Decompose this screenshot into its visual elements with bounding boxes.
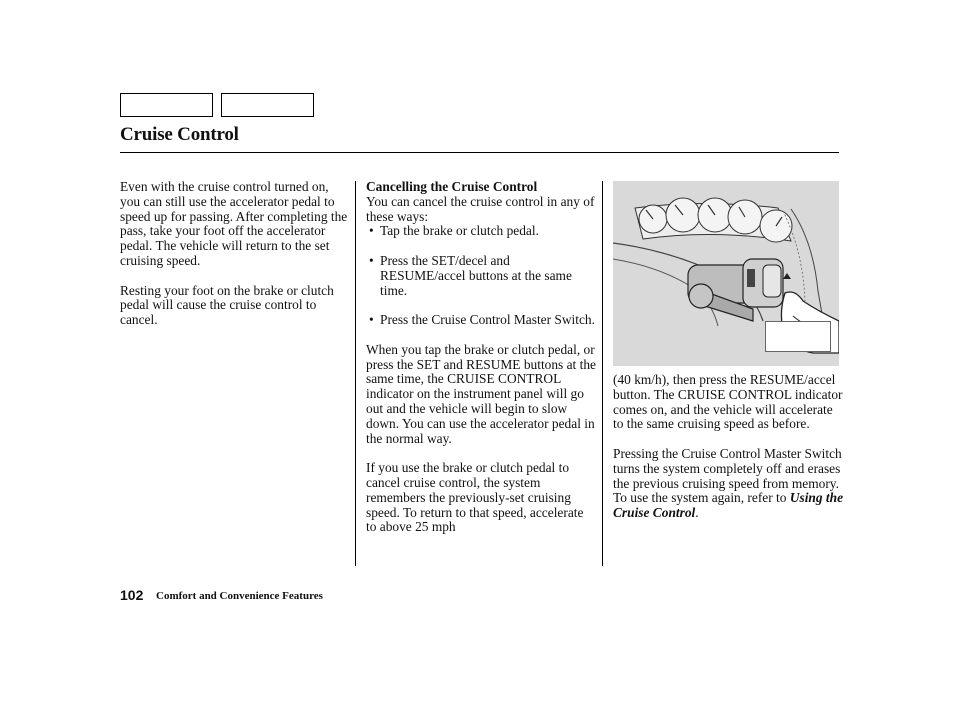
figure-callout-box bbox=[765, 321, 831, 352]
column-divider bbox=[602, 181, 603, 566]
list-item: • Tap the brake or clutch pedal. bbox=[366, 224, 596, 239]
section-name: Comfort and Convenience Features bbox=[156, 590, 323, 602]
left-column bbox=[120, 180, 352, 343]
list-item: • Press the Cruise Control Master Switch. bbox=[366, 313, 596, 328]
title-divider bbox=[120, 152, 839, 153]
right-column bbox=[613, 373, 843, 536]
body-paragraph: Even with the cruise control turned on, you can still use the accelerator pedal to speed up for passing. After completing the pass, take your foot off the accelerator pedal. The vehicle will return to the set cruising speed. bbox=[120, 179, 348, 268]
cancel-methods-list bbox=[366, 224, 596, 328]
intro-text: You can cancel the cruise control in any of these ways: bbox=[366, 193, 595, 224]
body-paragraph: If you use the brake or clutch pedal to cancel cruise control, the system remembers the previously-set cruising speed. To return to that speed, accelerate to above 25 mph bbox=[366, 460, 584, 535]
nav-tab-main-menu[interactable] bbox=[120, 93, 213, 117]
body-paragraph: Resting your foot on the brake or clutch pedal will cause the cruise control to cancel. bbox=[120, 282, 334, 328]
paragraph-text: Pressing the Cruise Control Master Switch turns the system completely off and erases the previous cruising speed from memory. To use the system again, refer to bbox=[613, 445, 842, 506]
body-paragraph bbox=[613, 447, 843, 521]
body-paragraph: When you tap the brake or clutch pedal, or press the SET and RESUME buttons at the same time, the CRUISE CONTROL indicator on the instrument panel will go out and the vehicle will begin to slow down. You can use the accelerator pedal in the normal way. bbox=[366, 341, 596, 446]
cross-reference-link[interactable]: Using the Cruise Control bbox=[613, 490, 844, 521]
nav-tab-table-of-contents[interactable] bbox=[221, 93, 314, 117]
section-heading: Cancelling the Cruise Control bbox=[366, 179, 538, 194]
paragraph-end: . bbox=[695, 505, 699, 521]
body-paragraph: (40 km/h), then press the RESUME/accel button. The CRUISE CONTROL indicator comes on, and the vehicle will accelerate to the same cruising speed as before. bbox=[613, 372, 843, 432]
page-title: Cruise Control bbox=[120, 124, 239, 145]
column-divider bbox=[355, 181, 356, 566]
page-number: 102 bbox=[120, 587, 144, 603]
list-item: • Press the SET/decel and RESUME/accel buttons at the same time. bbox=[366, 254, 596, 298]
middle-column bbox=[366, 180, 596, 550]
